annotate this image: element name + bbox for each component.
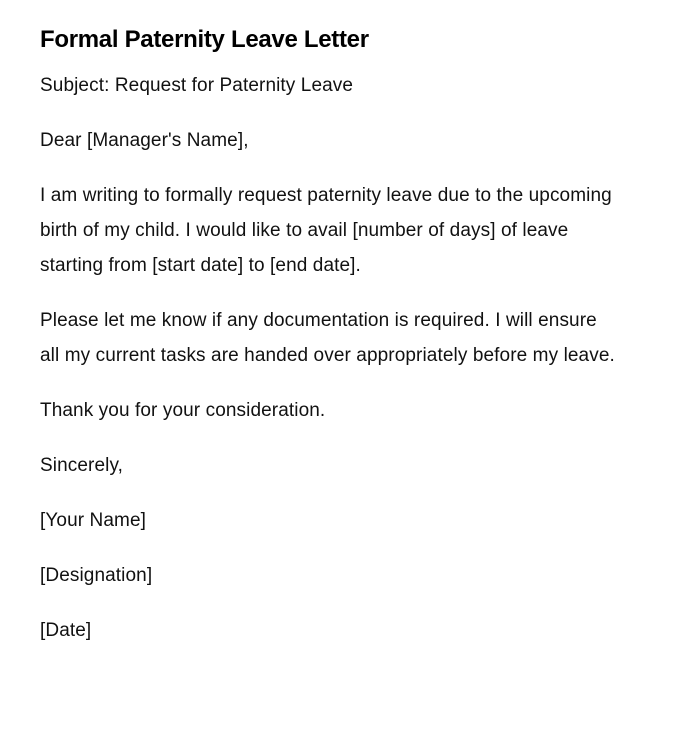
letter-closing: Sincerely, [40, 455, 124, 476]
letter-body-paragraph: I am writing to formally request paternity leave due to the upcoming birth of my child. I would like to avail [number of days] of leave starting from [start date] to [end date]. [40, 185, 612, 276]
letter-body-paragraph: Please let me know if any documentation is required. I will ensure all my current tasks are handed over appropriately before my leave. [40, 310, 615, 366]
letter-subject: Subject: Request for Paternity Leave [40, 75, 354, 96]
letter-body-paragraph: Thank you for your consideration. [40, 400, 326, 421]
signature-date: [Date] [40, 620, 92, 641]
signature-designation: [Designation] [40, 565, 153, 586]
letter-salutation: Dear [Manager's Name], [40, 130, 249, 151]
signature-name: [Your Name] [40, 510, 147, 531]
letter-title: Formal Paternity Leave Letter [40, 26, 369, 53]
letter-document [40, 22, 620, 648]
